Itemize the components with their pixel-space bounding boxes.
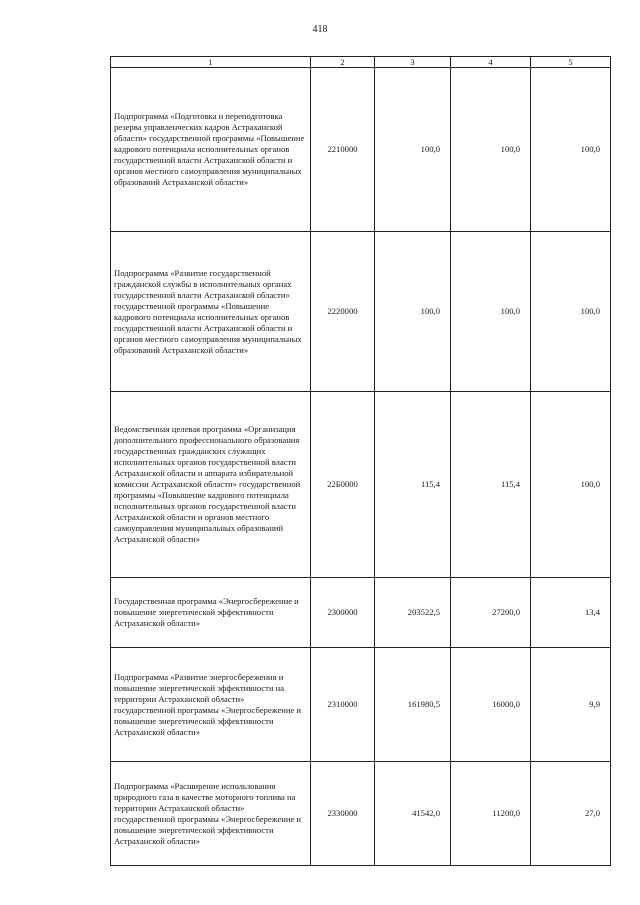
table-row [111,762,611,866]
value-col-5: 27,0 [531,762,611,866]
value-col-5: 100,0 [531,392,611,578]
value-col-4: 11200,0 [451,762,531,866]
program-code: 2330000 [311,762,375,866]
program-code: 2220000 [311,232,375,392]
value-col-5: 100,0 [531,232,611,392]
program-name: Подпрограмма «Развитие государственной гражданской службы в исполнительных органах государственной власти Астраханской области» государственной программы «Повышение кадрового потенциала исполнительных органов государственной власти Астраханской области и органов местного самоуправления муниципальных образований Астраханской области» [111,232,311,392]
value-col-4: 100,0 [451,232,531,392]
program-name: Подпрограмма «Расширение использования природного газа в качестве моторного топлива на территории Астраханской области» государственной программы «Энергосбережение и повышение энергетической эффективности Астраханской области» [111,762,311,866]
value-col-4: 100,0 [451,68,531,232]
value-col-3: 41542,0 [375,762,451,866]
program-code: 2310000 [311,648,375,762]
header-col-5: 5 [531,57,611,68]
value-col-3: 161980,5 [375,648,451,762]
table-header-row [111,57,611,68]
table-row [111,232,611,392]
value-col-4: 115,4 [451,392,531,578]
table-row [111,578,611,648]
program-name: Подпрограмма «Подготовка и переподготовка резерва управленческих кадров Астраханской области» государственной программы «Повышение кадрового потенциала исполнительных органов государственной власти Астраханской области и органов местного самоуправления муниципальных образований Астраханской области» [111,68,311,232]
value-col-5: 100,0 [531,68,611,232]
table-row [111,68,611,232]
value-col-4: 27200,0 [451,578,531,648]
program-code: 22Б0000 [311,392,375,578]
value-col-3: 100,0 [375,68,451,232]
header-col-4: 4 [451,57,531,68]
value-col-3: 115,4 [375,392,451,578]
header-col-2: 2 [311,57,375,68]
value-col-3: 203522,5 [375,578,451,648]
budget-table [110,56,611,866]
table-row [111,648,611,762]
value-col-3: 100,0 [375,232,451,392]
value-col-4: 16000,0 [451,648,531,762]
program-code: 2210000 [311,68,375,232]
table-row [111,392,611,578]
header-col-3: 3 [375,57,451,68]
value-col-5: 13,4 [531,578,611,648]
program-code: 2300000 [311,578,375,648]
program-name: Подпрограмма «Развитие энергосбережения и повышение энергетической эффективности на территории Астраханской области» государственной программы «Энергосбережение и повышение энергетической эффективности Астраханской области» [111,648,311,762]
program-name: Ведомственная целевая программа «Организация дополнительного профессионального образования государственных гражданских служащих исполнительных органов государственной власти Астраханской области и аппарата избирательной комиссии Астраханской области» государственной программы «Повышение кадрового потенциала исполнительных органов государственной власти Астраханской области и органов местного самоуправления муниципальных образований Астраханской области» [111,392,311,578]
page-number: 418 [312,24,328,35]
program-name: Государственная программа «Энергосбережение и повышение энергетической эффективности Астраханской области» [111,578,311,648]
header-col-1: 1 [111,57,311,68]
value-col-5: 9,9 [531,648,611,762]
